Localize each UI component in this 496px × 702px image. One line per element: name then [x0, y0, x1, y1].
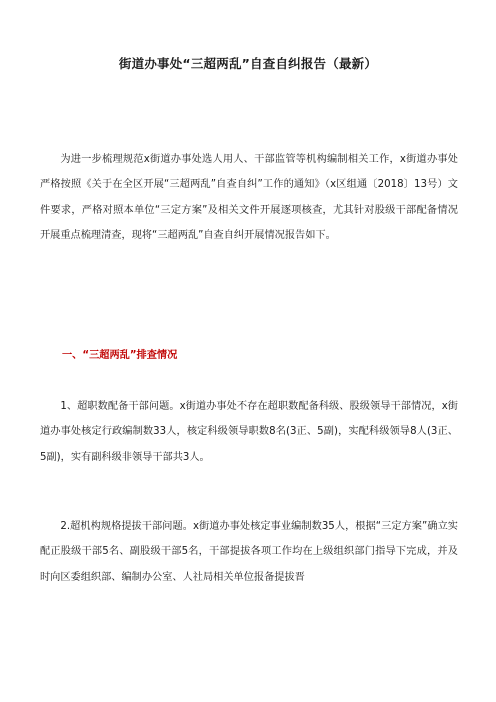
document-title: 街道办事处“三超两乱”自查自纠报告（最新）: [118, 56, 378, 71]
section-heading: 一、“三超两乱”排查情况: [62, 350, 178, 361]
intro-paragraph: 为进一步梳理规范x街道办事处选人用人、干部监管等机构编制相关工作，x街道办事处严格按照《关于在全区开展“三超两乱”自查自纠”工作的通知》（x区组通〔2018〕13号）文件要求，严格对照本单位“三定方案”及相关文件开展逐项核查，尤其针对股级干部配备情况开展重点梳理清查，现将“三超两乱”自查自纠开展情况报告如下。: [40, 154, 458, 242]
item-paragraph-2: 2.超机构规格提拔干部问题。x街道办事处核定事业编制数35人，根据“三定方案”确立实配正股级干部5名、副股级干部5名，干部提拔各项工作均在上级组织部门指导下完成，并及时向区委组织部、编制办公室、人社局相关单位报备提拔晋: [40, 521, 458, 583]
item-paragraph-1: 1、超职数配备干部问题。x街道办事处不存在超职数配备科级、股级领导干部情况，x街道办事处核定行政编制数33人，核定科级领导职数8名(3正、5副)，实配科级领导8人(3正、5副)，实有副科级非领导干部共3人。: [40, 401, 458, 463]
